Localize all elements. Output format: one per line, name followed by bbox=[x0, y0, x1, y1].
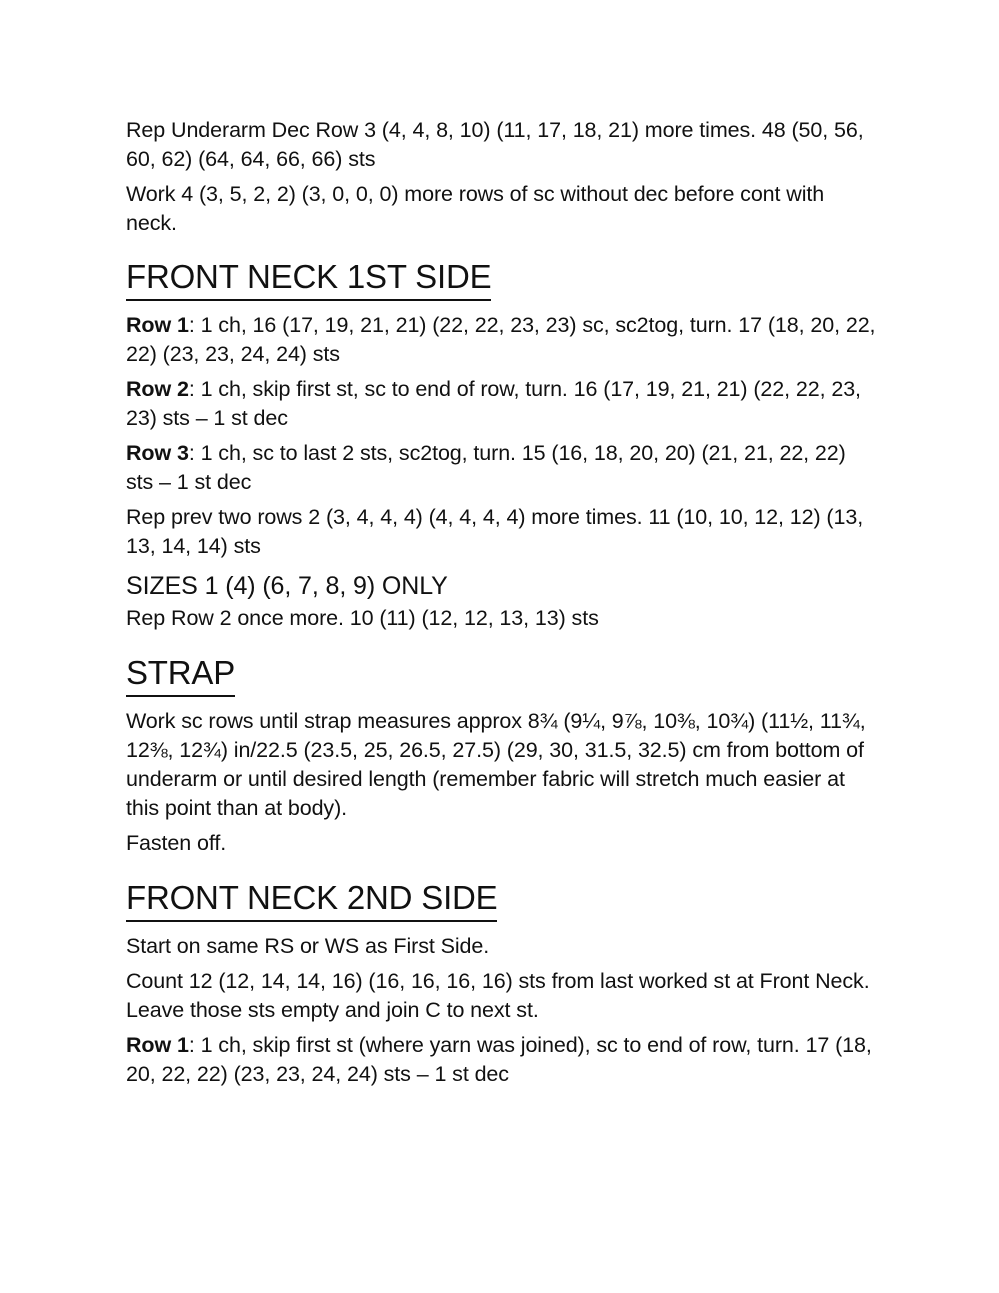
front-neck-1st-row-3 bbox=[126, 439, 876, 497]
heading-front-neck-2nd-side: FRONT NECK 2ND SIDE bbox=[126, 880, 497, 922]
page-content bbox=[126, 116, 876, 1089]
intro-paragraph-1: Rep Underarm Dec Row 3 (4, 4, 8, 10) (11, 17, 18, 21) more times. 48 (50, 56, 60, 62) (64, 64, 66, 66) sts bbox=[126, 118, 864, 171]
front-neck-1st-row-2 bbox=[126, 375, 876, 433]
row-text: : 1 ch, sc to last 2 sts, sc2tog, turn. 15 (16, 18, 20, 20) (21, 21, 22, 22) sts – 1 st dec bbox=[126, 441, 846, 494]
sizes-subheading: SIZES 1 (4) (6, 7, 8, 9) ONLY bbox=[126, 572, 448, 600]
row-text: : 1 ch, 16 (17, 19, 21, 21) (22, 22, 23, 23) sc, sc2tog, turn. 17 (18, 20, 22, 22) (23, 23, 24, 24) sts bbox=[126, 313, 876, 366]
strap-paragraph-1: Work sc rows until strap measures approx 8¾ (9¼, 9⅞, 10⅜, 10¾) (11½, 11¾, 12⅜, 12¾) in/22.5 (23.5, 25, 26.5, 27.5) (29, 30, 31.5, 32.5) cm from bottom of underarm or until desired length (remember fabric will stretch much easier at this point than at body). bbox=[126, 709, 866, 820]
intro-paragraph-2: Work 4 (3, 5, 2, 2) (3, 0, 0, 0) more rows of sc without dec before cont with neck. bbox=[126, 182, 825, 235]
row-label: Row 1 bbox=[126, 313, 189, 337]
section-strap bbox=[126, 655, 876, 697]
row-text: : 1 ch, skip first st, sc to end of row, turn. 16 (17, 19, 21, 21) (22, 22, 23, 23) sts – 1 st dec bbox=[126, 377, 861, 430]
row-label: Row 1 bbox=[126, 1033, 189, 1057]
front-neck-2nd-paragraph-1: Start on same RS or WS as First Side. bbox=[126, 934, 490, 958]
row-label: Row 3 bbox=[126, 441, 189, 465]
section-front-neck-1st bbox=[126, 259, 876, 301]
row-text: : 1 ch, skip first st (where yarn was joined), sc to end of row, turn. 17 (18, 20, 22, 22) (23, 23, 24, 24) sts – 1 st dec bbox=[126, 1033, 872, 1086]
heading-strap: STRAP bbox=[126, 655, 235, 697]
sizes-instruction: Rep Row 2 once more. 10 (11) (12, 12, 13, 13) sts bbox=[126, 606, 599, 630]
section-front-neck-2nd bbox=[126, 880, 876, 922]
strap-paragraph-2: Fasten off. bbox=[126, 831, 227, 855]
front-neck-1st-repeat: Rep prev two rows 2 (3, 4, 4, 4) (4, 4, 4, 4) more times. 11 (10, 10, 12, 12) (13, 13, 14, 14) sts bbox=[126, 505, 864, 558]
row-label: Row 2 bbox=[126, 377, 189, 401]
front-neck-2nd-paragraph-2: Count 12 (12, 14, 14, 16) (16, 16, 16, 16) sts from last worked st at Front Neck. Leave those sts empty and join C to next st. bbox=[126, 969, 870, 1022]
heading-front-neck-1st-side: FRONT NECK 1ST SIDE bbox=[126, 259, 491, 301]
front-neck-1st-row-1 bbox=[126, 311, 876, 369]
front-neck-2nd-row-1 bbox=[126, 1031, 876, 1089]
